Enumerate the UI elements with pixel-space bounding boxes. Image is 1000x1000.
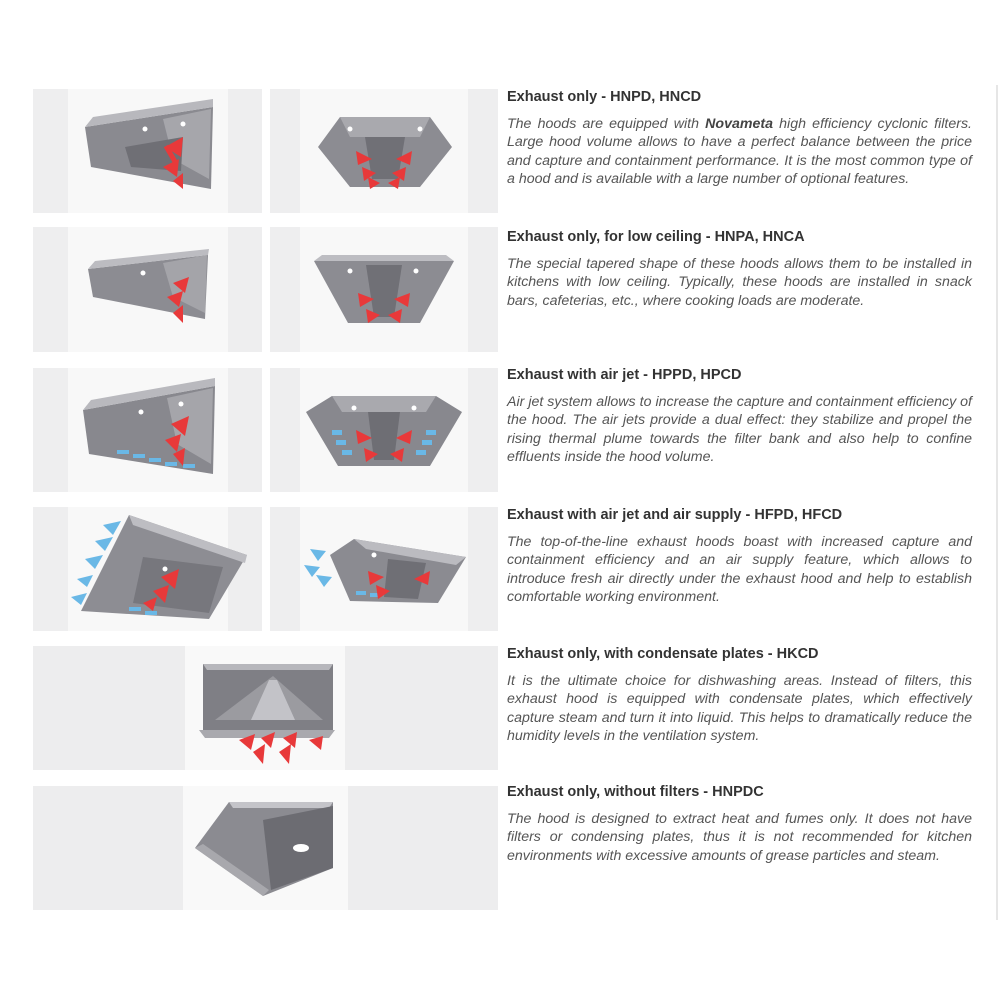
description-part: high efficiency cyclonic filters. Large hood volume allows to have a perfect balance between the price and capture and containment performance. It is the most common type of a hood and is available with a large number of optional features. bbox=[507, 116, 972, 187]
hood-hnpd-front-image bbox=[270, 89, 498, 213]
section-hnpa bbox=[507, 229, 972, 310]
hood-hnpa-side-image bbox=[33, 227, 262, 352]
section-title: Exhaust with air jet and air supply - HFPD, HFCD bbox=[507, 507, 843, 523]
section-hnpd bbox=[507, 89, 972, 188]
section-description: The hood is designed to extract heat and fumes only. It does not have filters or condensing plates, thus it is not recommended for kitchen environments with excessive amounts of grease particles and steam. bbox=[507, 811, 972, 864]
brand-name: Novameta bbox=[705, 116, 773, 132]
hood-plain-illustration-icon bbox=[33, 786, 498, 910]
description-part: The hoods are equipped with bbox=[507, 116, 706, 132]
section-title: Exhaust with air jet - HPPD, HPCD bbox=[507, 367, 742, 383]
hood-hfpd-side-image bbox=[33, 507, 262, 631]
hood-hppd-front-image bbox=[270, 368, 498, 492]
hood-hfpd-front-image bbox=[270, 507, 498, 631]
hood-condensate-illustration-icon bbox=[33, 646, 498, 770]
section-hkcd bbox=[507, 646, 972, 745]
hood-front-illustration-icon bbox=[270, 227, 498, 352]
hood-side-illustration-icon bbox=[33, 368, 262, 492]
hood-hkcd-image bbox=[33, 646, 498, 770]
hood-front-illustration-icon bbox=[270, 368, 498, 492]
section-hppd bbox=[507, 367, 972, 466]
section-description: It is the ultimate choice for dishwashing areas. Instead of filters, this exhaust hood is equipped with condensate plates, which effectively capture steam and turn it into liquid. This helps to dramatically reduce the humidity levels in the ventilation system. bbox=[507, 673, 972, 744]
hood-side-illustration-icon bbox=[33, 227, 262, 352]
section-hnpdc bbox=[507, 784, 972, 865]
section-title: Exhaust only, without filters - HNPDC bbox=[507, 784, 764, 800]
section-description: The special tapered shape of these hoods allows them to be installed in kitchens with low ceiling. Typically, these hoods are installed in snack bars, cafeterias, etc., where cooking loads are moderate. bbox=[507, 256, 972, 309]
hood-hppd-side-image bbox=[33, 368, 262, 492]
right-edge-line bbox=[996, 85, 998, 920]
section-description: Air jet system allows to increase the capture and containment efficiency of the hood. The air jets provide a dual effect: they stabilize and propel the rising thermal plume towards the filter bank and also help to confine effluents inside the hood volume. bbox=[507, 394, 972, 465]
hood-hnpdc-image bbox=[33, 786, 498, 910]
section-hfpd bbox=[507, 507, 972, 606]
hood-side-illustration-icon bbox=[33, 507, 262, 631]
section-title: Exhaust only, with condensate plates - HKCD bbox=[507, 646, 819, 662]
hood-hnpd-side-image bbox=[33, 89, 262, 213]
section-title: Exhaust only - HNPD, HNCD bbox=[507, 89, 702, 105]
hood-front-illustration-icon bbox=[270, 507, 498, 631]
hood-side-illustration-icon bbox=[33, 89, 262, 213]
hood-front-illustration-icon bbox=[270, 89, 498, 213]
section-description: The top-of-the-line exhaust hoods boast with increased capture and containment efficiency and an air supply feature, which allows to introduce fresh air directly under the exhaust hood and help to establish comfortable working environment. bbox=[507, 534, 972, 605]
hood-hnpa-front-image bbox=[270, 227, 498, 352]
section-title: Exhaust only, for low ceiling - HNPA, HNCA bbox=[507, 229, 805, 245]
section-description bbox=[507, 115, 972, 188]
